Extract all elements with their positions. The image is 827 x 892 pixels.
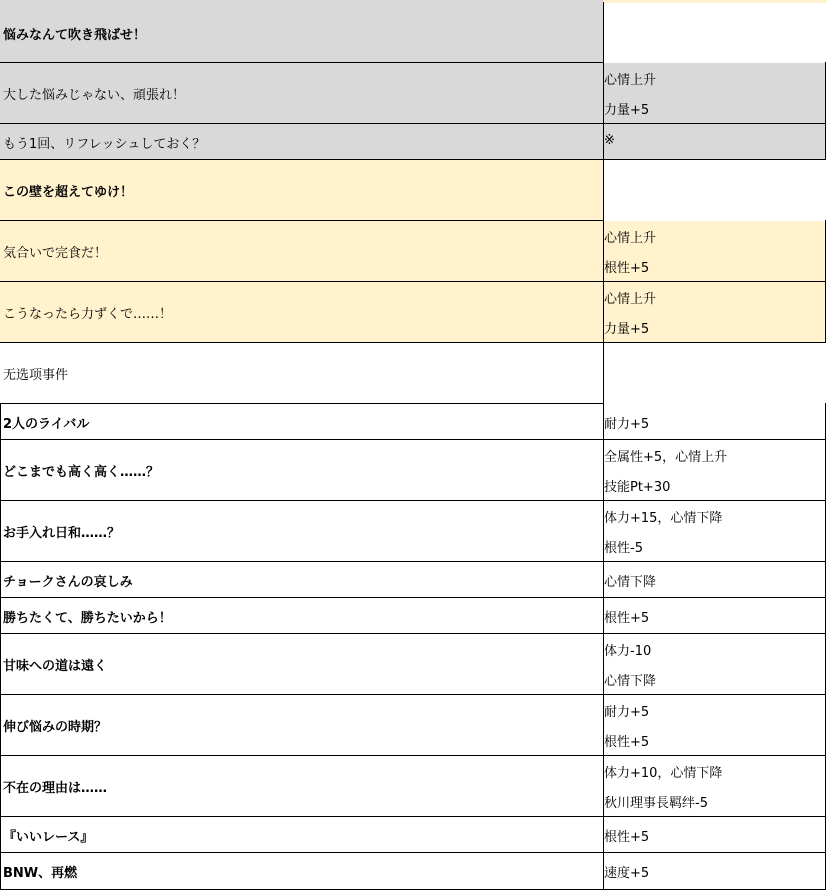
table-row	[0, 63, 827, 124]
grid-line	[603, 597, 604, 634]
event-name-cell: 『いいレース』	[0, 817, 603, 853]
grid-line	[603, 439, 604, 501]
grid-line	[603, 342, 604, 404]
effect-line: 力量+5	[604, 103, 650, 118]
effect-line: 心情下降	[604, 674, 657, 689]
grid-line	[0, 403, 604, 404]
grid-line	[0, 220, 604, 221]
grid-line	[0, 816, 604, 817]
effect-line: 秋川理事長羁绊-5	[604, 796, 708, 811]
grid-line	[0, 281, 604, 282]
table-row	[0, 501, 827, 562]
effect-line: 耐力+5	[604, 417, 650, 432]
effect-line: 体力+10，心情下降	[604, 766, 723, 781]
effect-cell	[603, 634, 825, 695]
effect-cell	[603, 282, 825, 343]
event-name-cell: お手入れ日和……？	[0, 501, 603, 562]
effect-cell	[603, 817, 825, 853]
grid-line	[0, 597, 604, 598]
grid-line	[0, 852, 604, 853]
effect-line: 根性+5	[604, 830, 650, 845]
table-row	[0, 343, 827, 404]
grid-line	[603, 694, 826, 695]
grid-line	[825, 561, 826, 598]
table-row	[0, 124, 827, 160]
grid-line	[603, 281, 604, 343]
event-name-cell: 大した悩みじゃない、頑張れ！	[0, 63, 603, 124]
event-name-cell: 気合いで完食だ！	[0, 221, 603, 282]
table-row	[0, 853, 827, 889]
table-row	[0, 695, 827, 756]
table-row	[0, 634, 827, 695]
event-name-cell: 无选项事件	[0, 343, 603, 404]
effect-line: 体力-10	[604, 644, 652, 659]
grid-line	[0, 561, 604, 562]
grid-line	[825, 633, 826, 695]
effect-cell	[603, 3, 825, 63]
grid-line	[603, 159, 604, 221]
grid-line	[603, 852, 604, 889]
effect-line: 根性+5	[604, 261, 650, 276]
event-name-cell: こうなったら力ずくで……！	[0, 282, 603, 343]
effect-line: 根性+5	[604, 735, 650, 750]
grid-line	[825, 220, 826, 282]
grid-line	[825, 597, 826, 634]
effect-line: 速度+5	[604, 866, 650, 881]
effect-cell	[603, 124, 825, 160]
effect-cell	[603, 853, 825, 889]
effect-line: ※	[604, 133, 615, 148]
grid-line	[825, 852, 826, 889]
table-row	[0, 404, 827, 440]
event-name-cell: 2人のライバル	[0, 404, 603, 440]
grid-line	[603, 633, 604, 695]
grid-line	[0, 755, 604, 756]
grid-line	[0, 889, 826, 890]
effect-cell	[603, 404, 825, 440]
effect-line: 根性+5	[604, 611, 650, 626]
grid-line	[603, 159, 826, 160]
table-row	[0, 598, 827, 634]
effect-line: 耐力+5	[604, 705, 650, 720]
effect-cell	[603, 440, 825, 501]
effect-cell	[603, 598, 825, 634]
grid-line	[603, 403, 604, 440]
effect-cell	[603, 221, 825, 282]
effect-line: 心情下降	[604, 575, 657, 590]
grid-line	[0, 500, 604, 501]
grid-line	[603, 816, 826, 817]
grid-line	[603, 439, 826, 440]
table-row	[0, 817, 827, 853]
grid-line	[603, 755, 826, 756]
effect-cell	[603, 562, 825, 598]
grid-line	[603, 852, 826, 853]
effect-line: 力量+5	[604, 322, 650, 337]
effect-line: 心情上升	[604, 231, 657, 246]
grid-line	[825, 694, 826, 756]
grid-line	[825, 439, 826, 501]
grid-line	[825, 62, 826, 124]
grid-line	[825, 755, 826, 817]
table-row	[0, 756, 827, 817]
table-row	[0, 440, 827, 501]
grid-line	[603, 123, 826, 124]
grid-line	[603, 597, 826, 598]
event-name-cell: 甘味への道は遠く	[0, 634, 603, 695]
grid-line	[603, 561, 826, 562]
grid-line	[0, 439, 604, 440]
event-name-cell: チョークさんの哀しみ	[0, 562, 603, 598]
grid-line	[603, 500, 604, 562]
event-name-cell: もう1回、リフレッシュしておく？	[0, 124, 603, 160]
effect-cell	[603, 501, 825, 562]
grid-line	[603, 633, 826, 634]
effect-line: 根性-5	[604, 541, 643, 556]
effect-line: 心情上升	[604, 292, 657, 307]
effect-line: 心情上升	[604, 73, 657, 88]
effect-line: 全属性+5，心情上升	[604, 450, 728, 465]
effect-line: 技能Pt+30	[604, 480, 671, 495]
event-name-cell: 不在の理由は……	[0, 756, 603, 817]
table-row	[0, 3, 827, 63]
effect-cell	[603, 63, 825, 124]
grid-line	[603, 561, 604, 598]
grid-line	[603, 500, 826, 501]
effect-line: 体力+15，心情下降	[604, 511, 723, 526]
grid-line	[603, 2, 604, 63]
grid-line	[0, 62, 604, 63]
grid-line	[603, 342, 826, 343]
effect-cell	[603, 756, 825, 817]
grid-line	[0, 633, 604, 634]
grid-line	[603, 220, 604, 282]
grid-line	[825, 403, 826, 440]
grid-line	[825, 123, 826, 160]
grid-line	[0, 342, 604, 343]
event-name-cell: 伸び悩みの時期？	[0, 695, 603, 756]
grid-line	[603, 62, 604, 124]
grid-line	[0, 694, 604, 695]
grid-line	[0, 403, 1, 890]
table-row	[0, 562, 827, 598]
grid-line	[0, 123, 604, 124]
event-name-cell: 勝ちたくて、勝ちたいから！	[0, 598, 603, 634]
effect-cell	[603, 695, 825, 756]
table-row	[0, 160, 827, 221]
grid-line	[603, 816, 604, 853]
grid-line	[603, 123, 604, 160]
grid-line	[603, 694, 604, 756]
event-name-cell: この壁を超えてゆけ！	[0, 160, 603, 221]
effect-cell	[603, 160, 825, 221]
event-name-cell: 悩みなんて吹き飛ばせ！	[0, 3, 603, 63]
table-row	[0, 282, 827, 343]
effect-cell	[603, 343, 825, 404]
grid-line	[0, 159, 604, 160]
table-row	[0, 221, 827, 282]
grid-line	[825, 281, 826, 343]
grid-line	[825, 816, 826, 853]
event-name-cell: どこまでも高く高く……？	[0, 440, 603, 501]
grid-line	[603, 755, 604, 817]
event-name-cell: BNW、再燃	[0, 853, 603, 889]
grid-line	[825, 500, 826, 562]
grid-line	[603, 281, 826, 282]
